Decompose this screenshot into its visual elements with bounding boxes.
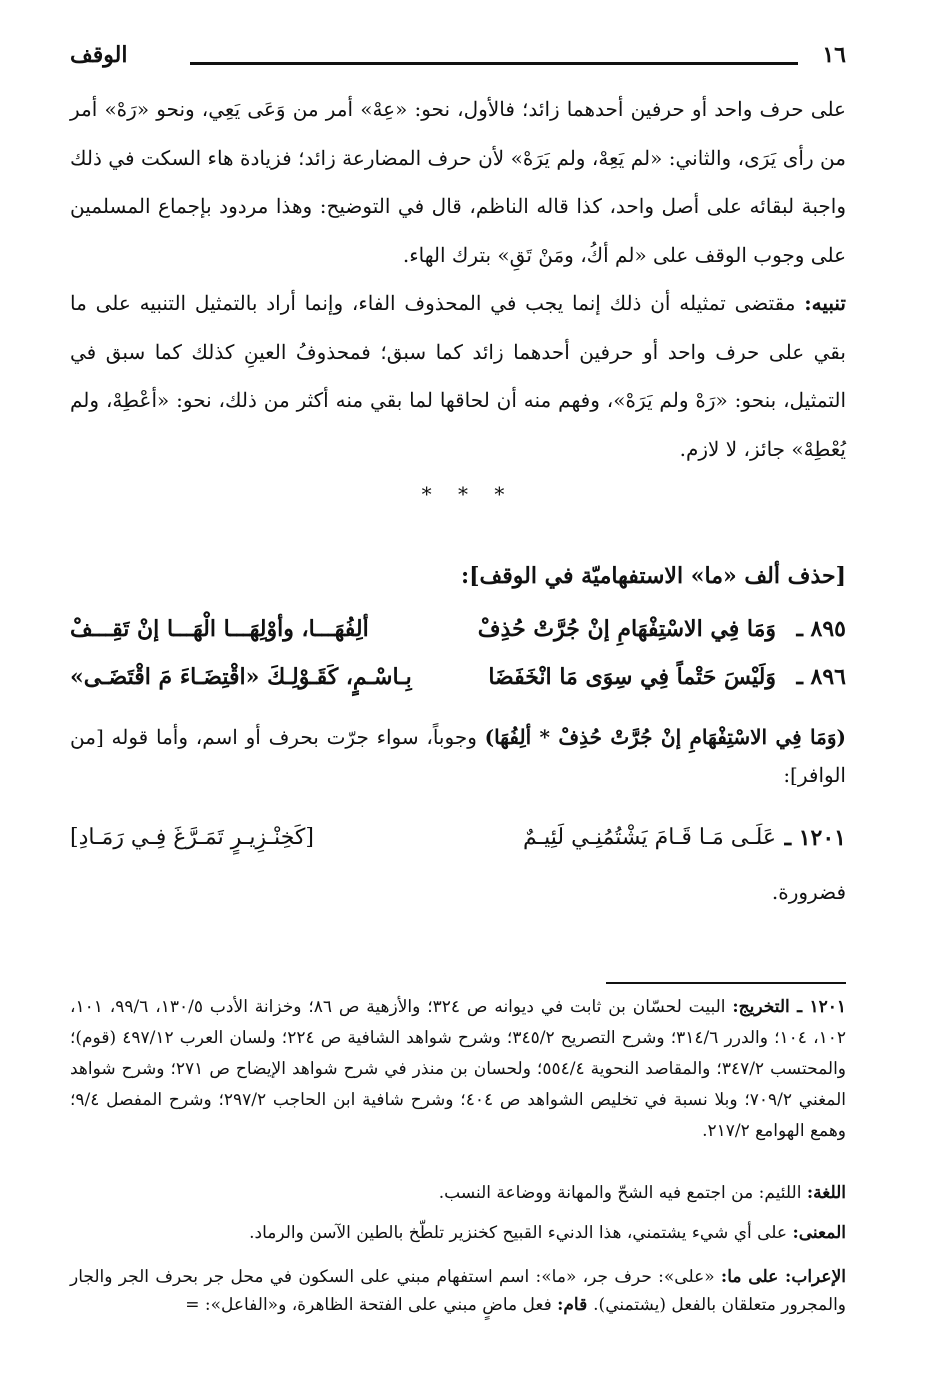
- footnote-lead: المعنى:: [792, 1223, 846, 1243]
- verse-second-hemistich: ألِفُهَـــا، وأوْلِهَـــا الْهَـــا إنْ تَقِـــفْ: [70, 616, 369, 642]
- note-lead: تنبيه:: [804, 291, 846, 315]
- footnote-sublead: على ما:: [720, 1267, 786, 1287]
- footnote-lead: اللغة:: [806, 1183, 846, 1203]
- verse-number: ٨٩٥ ـ: [796, 616, 846, 642]
- paragraph-3: [70, 718, 846, 794]
- paragraph-4: فضرورة.: [771, 880, 846, 904]
- footnote-text: اللئيم: من اجتمع فيه الشحّ والمهانة ووضاعة النسب.: [438, 1183, 807, 1203]
- verse-895: [70, 616, 846, 662]
- page-header: [70, 42, 846, 76]
- footnote-sublead: قام:: [557, 1295, 594, 1315]
- footnote-text: على أي شيء يشتمني، هذا الدنيء القبيح كخنزير تلطّخ بالطين الآسن والرماد.: [249, 1223, 793, 1243]
- footnote-lead: ١٢٠١ ـ التخريج:: [732, 997, 847, 1017]
- footnote-text: «على»: حرف جر، «ما»: اسم استفهام مبني على السكون في محل جر بحرف الجر والجار والمجرور متعلقان بالفعل (يشتمني).: [70, 1267, 846, 1315]
- verse-number: ١٢٠١ ـ: [784, 825, 846, 851]
- verse-first-hemistich: عَلَـى مَـا قَـامَ يَشْتُمُنِـي لَئِيـمٌ: [523, 825, 776, 850]
- quoted-verse: (وَمَا فِي الاسْتِفْهَامِ إنْ جُرَّتْ حُذِفْ * ألِفُهَا): [484, 725, 846, 749]
- footnote-mana: [70, 1218, 846, 1249]
- verse-first-hemistich: وَمَا فِي الاسْتِفْهَامِ إنْ جُرَّتْ حُذِفْ: [477, 616, 776, 642]
- paragraph-1: على حرف واحد أو حرفين أحدهما زائد؛ فالأول، نحو: «عِهْ» أمر من وَعَى يَعِي، ونحو «رَهْ» أمر من رأى يَرَى، والثاني: «لم يَعِهْ، ولم يَرَهْ» لأن حرف المضارعة زائد؛ فزيادة هاء السكت في ذلك واجبة لبقائه على أصل واحد، كذا قاله الناظم، قال في التوضيح: وهذا مردود بإجماع المسلمين على وجوب الوقف على «لم أكُ، ومَنْ تَقِ» بترك الهاء.: [70, 97, 847, 267]
- footnote-irab: [70, 1263, 846, 1319]
- commentary-text: وجوباً، سواء جرّت بحرف أو اسم، وأما قوله [من الوافر]:: [70, 725, 846, 787]
- header-rule: [190, 62, 798, 65]
- page-number: ١٦: [822, 42, 846, 68]
- paragraph-2: [70, 279, 846, 473]
- footnote-rule: [606, 982, 846, 984]
- note-text: مقتضى تمثيله أن ذلك إنما يجب في المحذوف الفاء، وإنما أراد بالتمثيل التنبيه على ما بقي على حرف واحد أو حرفين أحدهما زائد كما سبق؛ فمحذوفُ العينِ كذلك كما سبق في التمثيل، بنحو: «رَهْ ولم يَرَهْ»، وفهم منه أن لحاقها لما بقي منه أكثر من ذلك، نحو: «أعْطِهْ، ولم يُعْطِهْ» جائز، لا لازم.: [70, 291, 846, 461]
- verse-second-hemistich: [كَخِنْـزِيـرٍ تَمَـرَّغَ فِـي رَمَـادِ]: [70, 825, 314, 850]
- footnote-text: فعل ماضٍ مبني على الفتحة الظاهرة، و«الفاعل»: =: [185, 1295, 558, 1315]
- section-separator: * * *: [421, 482, 515, 506]
- footnote-lead: الإعراب:: [785, 1267, 846, 1287]
- footnote-lugha: [70, 1178, 846, 1209]
- footnote-takhrij: [70, 992, 846, 1147]
- verse-first-hemistich: وَلَيْسَ حَتْماً فِي سِوَى مَا انْخَفَضَا: [488, 664, 776, 690]
- section-title: [حذف ألف «ما» الاستفهاميّة في الوقف]:: [460, 563, 846, 589]
- verse-896: [70, 664, 846, 710]
- footnote-text: البيت لحسّان بن ثابت في ديوانه ص ٣٢٤؛ والأزهية ص ٨٦؛ وخزانة الأدب ١٣٠/٥، ٩٩/٦، ١٠١، ١٠٢، ١٠٤؛ والدرر ٣١٤/٦؛ وشرح التصريح ٣٤٥/٢؛ وشرح شواهد الشافية ص ٢٢٤؛ ولسان العرب ٤٩٧/١٢ (قوم)؛ والمحتسب ٣٤٧/٢؛ والمقاصد النحوية ٥٥٤/٤؛ ولحسان بن منذر في شرح شواهد الإيضاح ص ٢٧١؛ وشرح شواهد المغني ٧٠٩/٢؛ وبلا نسبة في تخليص الشواهد ص ٤٠٤؛ وشرح شافية ابن الحاجب ٢٩٧/٢؛ وشرح المفصل ٩/٤؛ وهمع الهوامع ٢١٧/٢.: [70, 997, 847, 1141]
- verse-1201: [70, 825, 846, 871]
- verse-number: ٨٩٦ ـ: [796, 664, 846, 690]
- verse-second-hemistich: بِـاسْـمٍ، كَقَـوْلِـكَ «اقْتِضَـاءَ مَ اقْتَضَـى»: [70, 664, 412, 690]
- running-title: الوقف: [70, 42, 128, 68]
